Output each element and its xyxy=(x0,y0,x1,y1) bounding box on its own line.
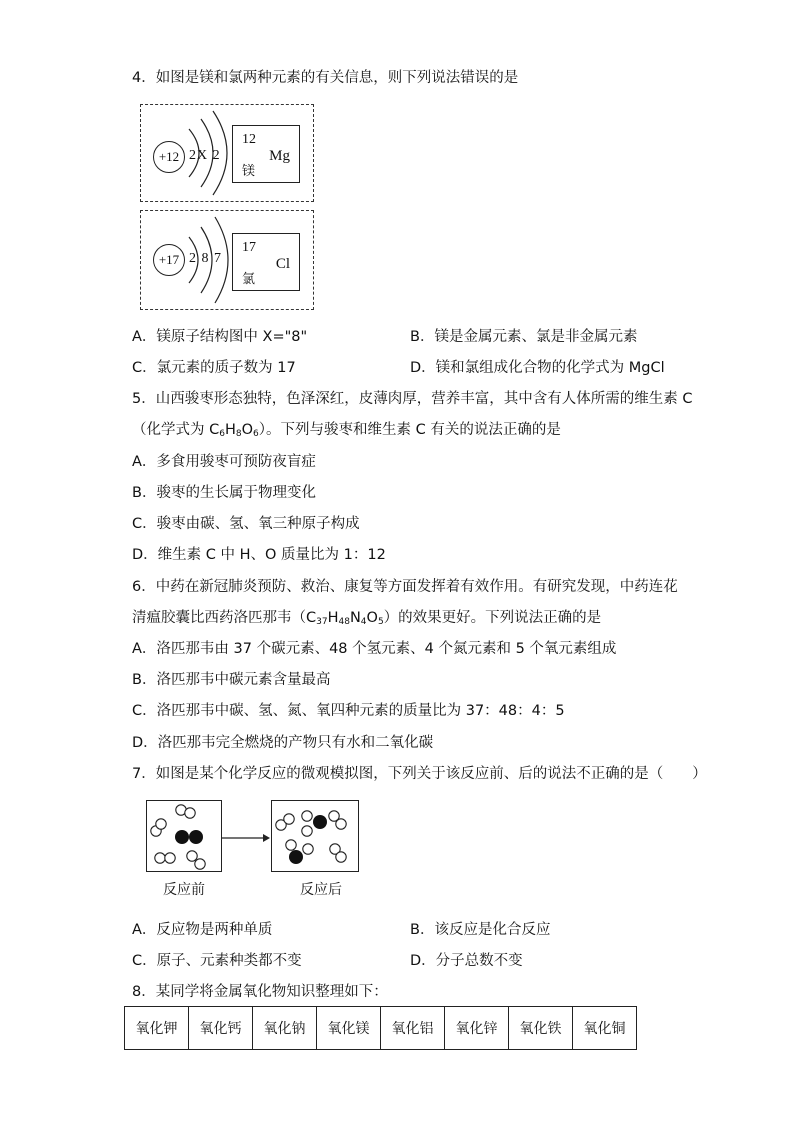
reaction-before-molecules xyxy=(147,801,221,871)
table-cell: 氧化铝 xyxy=(381,1007,445,1050)
cl-name: 氯 xyxy=(242,272,256,287)
mg-symbol: Mg xyxy=(269,148,290,164)
reaction-after-molecules xyxy=(272,801,358,871)
q8-title: 8．某同学将金属氧化物知识整理如下： xyxy=(132,984,388,1000)
mg-atomic-number: 12 xyxy=(242,132,256,147)
q5-option-a: A．多食用骏枣可预防夜盲症 xyxy=(132,454,316,470)
mg-info-box xyxy=(140,104,314,202)
q4-option-b: B．镁是金属元素、氯是非金属元素 xyxy=(410,329,638,345)
table-cell: 氧化钠 xyxy=(253,1007,317,1050)
q7-option-b: B．该反应是化合反应 xyxy=(410,922,551,938)
q5-title-line2: （化学式为 $C_6H_8O_6$）。下列与骏枣和维生素 C 有关的说法正确的是 xyxy=(132,422,561,439)
cl-shells: 2 8 7 xyxy=(189,251,222,266)
q5-option-c: C．骏枣由碳、氢、氧三种原子构成 xyxy=(132,516,360,532)
q5-option-d: D．维生素 C 中 H、O 质量比为 1：12 xyxy=(132,547,386,563)
cl-shell-arcs xyxy=(169,213,239,307)
table-cell: 氧化锌 xyxy=(445,1007,509,1050)
table-cell: 氧化铁 xyxy=(509,1007,573,1050)
cl-info-box xyxy=(140,210,314,310)
table-cell: 氧化钾 xyxy=(125,1007,189,1050)
cl-nucleus: +17 xyxy=(153,244,185,276)
metal-oxide-table xyxy=(124,1006,637,1050)
q7-option-c: C．原子、元素种类都不变 xyxy=(132,953,302,969)
q6-option-d: D．洛匹那韦完全燃烧的产物只有水和二氧化碳 xyxy=(132,735,434,751)
reaction-after-label: 反应后 xyxy=(300,882,342,898)
table-cell: 氧化铜 xyxy=(573,1007,637,1050)
q4-option-c: C．氯元素的质子数为 17 xyxy=(132,360,296,376)
q4-option-d: D．镁和氯组成化合物的化学式为 MgCl xyxy=(410,360,665,376)
q5-title-line1: 5．山西骏枣形态独特，色泽深红，皮薄肉厚，营养丰富，其中含有人体所需的维生素 C xyxy=(132,391,693,407)
cl-symbol: Cl xyxy=(275,256,290,272)
table-cell: 氧化钙 xyxy=(189,1007,253,1050)
table-cell: 氧化镁 xyxy=(317,1007,381,1050)
q6-option-b: B．洛匹那韦中碳元素含量最高 xyxy=(132,672,331,688)
cl-element-card xyxy=(232,233,300,291)
mg-shells: 2X 2 xyxy=(189,148,221,163)
q6-title-line1: 6．中药在新冠肺炎预防、救治、康复等方面发挥着有效作用。有研究发现，中药连花 xyxy=(132,579,678,595)
mg-shell-arcs xyxy=(175,107,235,199)
reaction-before-label: 反应前 xyxy=(163,882,205,898)
q4-option-a: A．镁原子结构图中 X="8" xyxy=(132,329,308,345)
mg-nucleus: +12 xyxy=(153,141,185,173)
mg-name: 镁 xyxy=(242,164,256,179)
q5-option-b: B．骏枣的生长属于物理变化 xyxy=(132,485,316,501)
mg-element-card xyxy=(232,125,300,183)
q7-option-d: D．分子总数不变 xyxy=(410,953,523,969)
q6-option-c: C．洛匹那韦中碳、氢、氮、氧四种元素的质量比为 37：48：4：5 xyxy=(132,703,565,719)
q4-title: 4．如图是镁和氯两种元素的有关信息，则下列说法错误的是 xyxy=(132,70,519,86)
cl-atomic-number: 17 xyxy=(242,240,256,255)
reaction-after-box xyxy=(271,800,359,872)
q7-option-a: A．反应物是两种单质 xyxy=(132,922,273,938)
reaction-before-box xyxy=(146,800,222,872)
reaction-arrow-icon xyxy=(221,831,271,845)
q7-title: 7．如图是某个化学反应的微观模拟图，下列关于该反应前、后的说法不正确的是（ ） xyxy=(132,766,707,782)
q6-title-line2: 清瘟胶囊比西药洛匹那韦$(C_{37}H_{48}N_4O_5)$的效果更好。下列说法正确的是 xyxy=(132,610,602,627)
q6-option-a: A．洛匹那韦由 37 个碳元素、48 个氢元素、4 个氮元素和 5 个氧元素组成 xyxy=(132,641,617,657)
table-row xyxy=(125,1007,637,1050)
